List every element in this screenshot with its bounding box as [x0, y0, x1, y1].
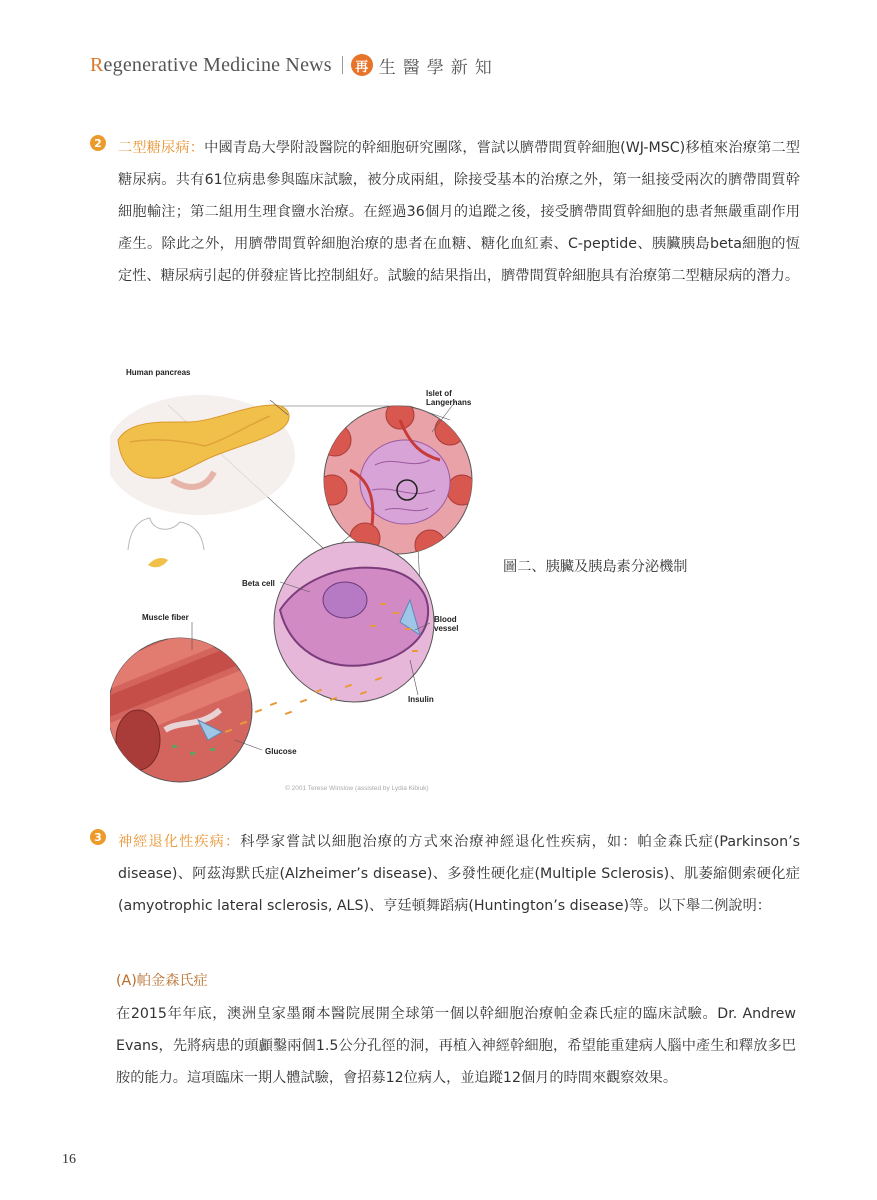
label-muscle-fiber: Muscle fiber	[142, 613, 189, 622]
header-title-rest: egenerative Medicine News	[103, 53, 332, 76]
pancreas-illustration	[110, 360, 480, 795]
header-title	[90, 54, 332, 77]
human-torso-outline	[128, 518, 204, 567]
header-title-initial: R	[90, 53, 104, 76]
section-lead: 神經退化性疾病：	[118, 834, 241, 850]
pancreas-organ	[110, 395, 295, 515]
figure-caption: 圖二、胰臟及胰島素分泌機制	[503, 559, 688, 575]
label-insulin: Insulin	[408, 695, 434, 704]
section-text: 中國青島大學附設醫院的幹細胞研究團隊，嘗試以臍帶間質幹細胞(WJ-MSC)移植來治療第二型糖尿病。共有61位病患參與臨床試驗，被分成兩組，除接受基本的治療之外，第一組接受兩次的臍帶間質幹細胞輸注；第二組用生理食鹽水治療。在經過36個月的追蹤之後，接受臍帶間質幹細胞的患者無嚴重副作用產生。除此之外，用臍帶間質幹細胞治療的患者在血糖、糖化血紅素、C-peptide、胰臟胰島beta細胞的恆定性、糖尿病引起的併發症皆比控制組好。試驗的結果指出，臍帶間質幹細胞具有治療第二型糖尿病的潛力。	[118, 140, 800, 284]
section-paragraph	[118, 132, 800, 292]
section-number-badge: 2	[90, 135, 106, 151]
label-glucose: Glucose	[265, 747, 297, 756]
subsection-heading-parkinsons: (A)帕金森氏症	[116, 973, 208, 989]
label-blood-line1: Blood	[434, 615, 457, 624]
section-number-badge: 3	[90, 829, 106, 845]
section-neurodegenerative	[90, 826, 800, 922]
page-number: 16	[62, 1152, 76, 1167]
subsection-body	[116, 998, 796, 1094]
header-subtitle: 生醫學新知	[378, 57, 499, 78]
header-logo-icon: 再	[351, 54, 373, 76]
pancreas-figure	[110, 360, 480, 795]
figure-credit: © 2001 Terese Winslow (assisted by Lydia Kibiuk)	[285, 785, 429, 792]
label-islet-line2: Langerhans	[426, 398, 472, 407]
subsection-paragraph: 在2015年年底，澳洲皇家墨爾本醫院展開全球第一個以幹細胞治療帕金森氏症的臨床試驗。Dr. Andrew Evans，先將病患的頭顱鑿兩個1.5公分孔徑的洞，再植入神經幹細胞，希望能重建病人腦中產生和釋放多巴胺的能力。這項臨床一期人體試驗，會招募12位病人，並追蹤12個月的時間來觀察效果。	[116, 1006, 796, 1086]
header-divider	[342, 56, 343, 74]
section-paragraph	[118, 826, 800, 922]
label-human-pancreas: Human pancreas	[126, 368, 191, 377]
section-type2-diabetes	[90, 132, 800, 292]
label-beta-cell: Beta cell	[242, 579, 275, 588]
islet-circle	[317, 401, 477, 560]
beta-cell-circle	[274, 542, 434, 702]
muscle-fiber-circle	[110, 608, 275, 782]
label-islet-line1: Islet of	[426, 389, 452, 398]
section-lead: 二型糖尿病：	[118, 140, 205, 156]
page-header	[90, 50, 499, 80]
section-text: 科學家嘗試以細胞治療的方式來治療神經退化性疾病，如：帕金森氏症(Parkinson’s disease)、阿茲海默氏症(Alzheimer’s disease)、多發性硬化症(Multiple Sclerosis)、肌萎縮側索硬化症(amyotrophic lateral sclerosis, ALS)、亨廷頓舞蹈病(Huntington’s disease)等。以下舉二例說明：	[118, 834, 800, 914]
label-blood-line2: vessel	[434, 624, 459, 633]
